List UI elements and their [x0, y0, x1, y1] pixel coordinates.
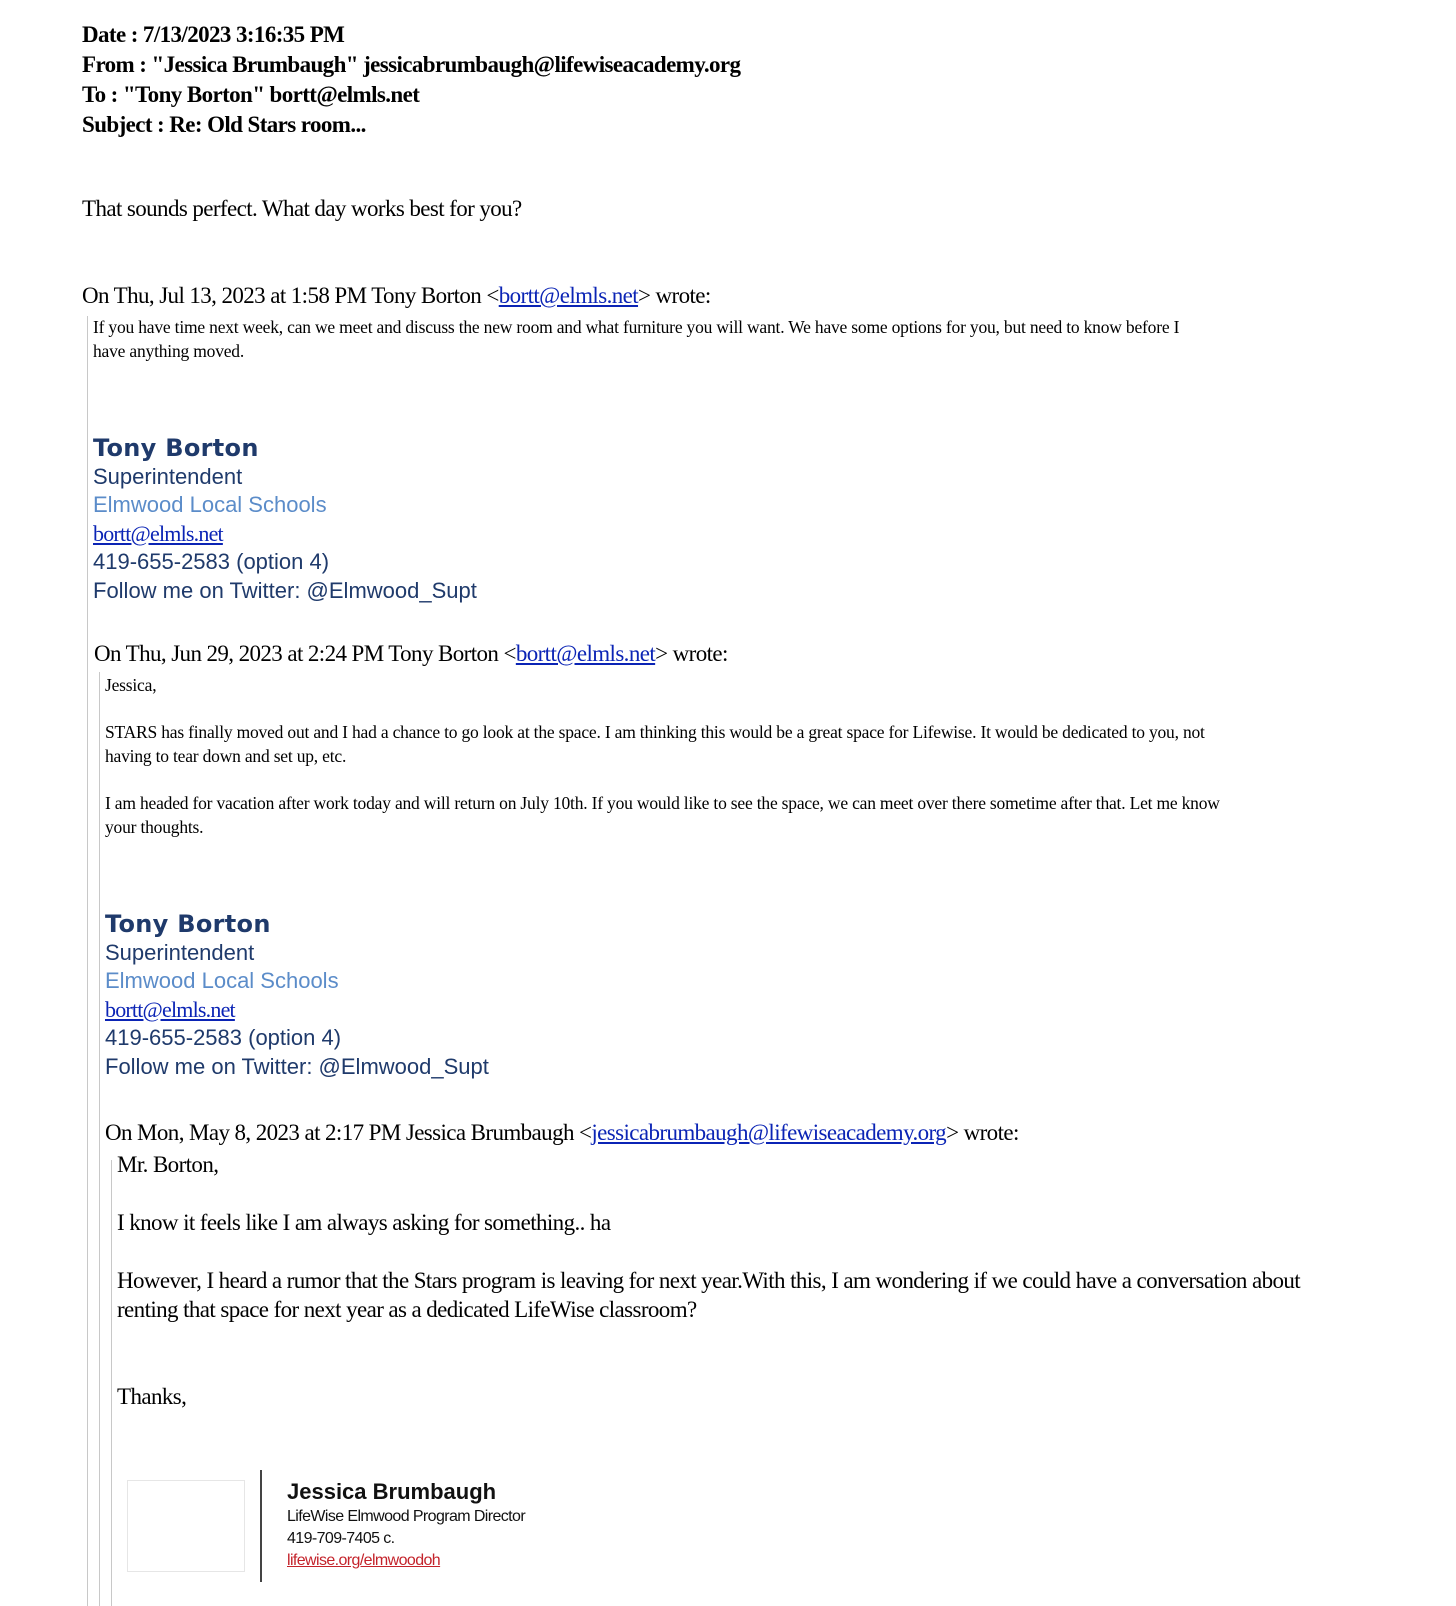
signature-twitter: Follow me on Twitter: @Elmwood_Supt [105, 1053, 489, 1079]
quote3-attrib-suffix: > wrote: [946, 1120, 1019, 1145]
quote2-para-line: having to tear down and set up, etc. [105, 746, 347, 766]
quote3-attribution [105, 1120, 1019, 1146]
signature-org: Elmwood Local Schools [93, 492, 327, 517]
quote2-body [105, 673, 1220, 839]
quote2-attrib-prefix: On Thu, Jun 29, 2023 at 2:24 PM Tony Borton < [94, 641, 516, 666]
signature-phone: 419-709-7405 c. [287, 1530, 395, 1547]
header-date: Date : 7/13/2023 3:16:35 PM [82, 22, 345, 47]
signature-title: Superintendent [93, 463, 243, 489]
quote3-body [117, 1150, 1300, 1411]
signature-tony-2 [105, 910, 489, 1081]
quote1-attribution [82, 283, 711, 309]
signature-name: Tony Borton [105, 910, 271, 938]
quote3-para-line: renting that space for next year as a dedicated LifeWise classroom? [117, 1297, 697, 1322]
quote1-attrib-prefix: On Thu, Jul 13, 2023 at 1:58 PM Tony Borton < [82, 283, 499, 308]
quote3-closing: Thanks, [117, 1384, 187, 1409]
quote1-body-line: If you have time next week, can we meet and discuss the new room and what furniture you will want. We have some options for you, but need to know before I [93, 317, 1180, 337]
signature-name: Jessica Brumbaugh [287, 1479, 497, 1504]
signature-jessica [287, 1478, 525, 1572]
quote3-email-link[interactable]: jessicabrumbaugh@lifewiseacademy.org [591, 1120, 947, 1145]
signature-name: Tony Borton [93, 434, 259, 462]
reply-body: That sounds perfect. What day works best for you? [82, 196, 522, 221]
signature-phone: 419-655-2583 (option 4) [93, 549, 330, 574]
quote1-attrib-suffix: > wrote: [638, 283, 711, 308]
signature-twitter: Follow me on Twitter: @Elmwood_Supt [93, 577, 477, 603]
signature-title: LifeWise Elmwood Program Director [287, 1508, 526, 1525]
quote3-greeting: Mr. Borton, [117, 1152, 219, 1177]
signature-org: Elmwood Local Schools [105, 968, 339, 993]
quote1-body [93, 315, 1179, 363]
signature-phone: 419-655-2583 (option 4) [105, 1025, 342, 1050]
header-to: To : "Tony Borton" bortt@elmls.net [82, 82, 420, 107]
quote2-email-link[interactable]: bortt@elmls.net [515, 641, 656, 666]
quote2-attrib-suffix: > wrote: [655, 641, 728, 666]
email-header [82, 20, 740, 140]
quote3-line: I know it feels like I am always asking for something.. ha [117, 1210, 611, 1235]
quote2-para-line: STARS has finally moved out and I had a chance to go look at the space. I am thinking this would be a great space for Lifewise. It would be dedicated to you, not [105, 722, 1205, 742]
quote1-body-line: have anything moved. [93, 341, 245, 361]
signature-tony-1 [93, 434, 477, 605]
signature-email-link[interactable]: bortt@elmls.net [93, 520, 223, 546]
quote1-email-link[interactable]: bortt@elmls.net [498, 283, 639, 308]
signature-email-link[interactable]: bortt@elmls.net [105, 996, 235, 1022]
quote3-para-line: However, I heard a rumor that the Stars program is leaving for next year.With this, I am wondering if we could have a conversation about [117, 1268, 1301, 1293]
quote2-para-line: I am headed for vacation after work today and will return on July 10th. If you would like to see the space, we can meet over there sometime after that. Let me know [105, 793, 1220, 813]
signature-url-link[interactable]: lifewise.org/elmwoodoh [287, 1552, 441, 1569]
quote2-attribution [94, 641, 728, 667]
signature-logo-placeholder [127, 1480, 245, 1572]
quote2-para-line: your thoughts. [105, 817, 204, 837]
quote2-greeting: Jessica, [105, 675, 157, 695]
signature-divider [260, 1470, 262, 1582]
signature-title: Superintendent [105, 939, 255, 965]
quote3-attrib-prefix: On Mon, May 8, 2023 at 2:17 PM Jessica Brumbaugh < [105, 1120, 592, 1145]
header-from: From : "Jessica Brumbaugh" jessicabrumbaugh@lifewiseacademy.org [82, 52, 741, 77]
header-subject: Subject : Re: Old Stars room... [82, 112, 366, 137]
